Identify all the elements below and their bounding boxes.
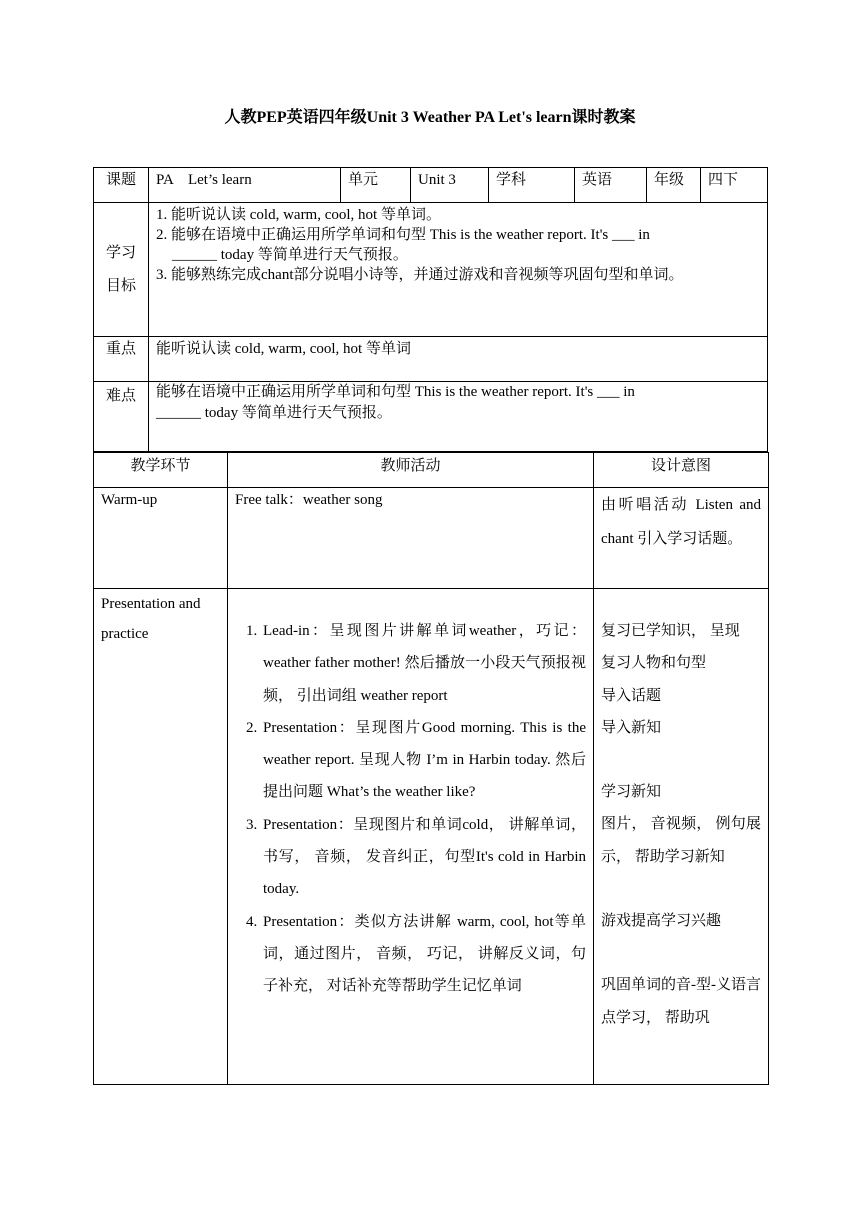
difficulty-content: [149, 382, 768, 452]
goal-item-2-line1: 2. 能够在语境中正确运用所学单词和句型 This is the weather report. It's ___ in: [156, 227, 650, 243]
activity-item: 1. Lead-in：呈现图片讲解单词weather，巧记：weather father mother! 然后播放一小段天气预报视频， 引出词组 weather report: [261, 615, 586, 712]
activity-item: 4. Presentation：类似方法讲解 warm, cool, hot等单词，通过图片， 音频， 巧记， 讲解反义词，句子补充， 对话补充等帮助学生记忆单词: [261, 906, 586, 1003]
goals-content: [149, 203, 768, 337]
spacer: [601, 873, 761, 905]
topic-label: 课题: [94, 168, 149, 203]
presentation-activities: [228, 589, 594, 1085]
presentation-intents: [594, 589, 769, 1085]
spacer: [601, 937, 761, 969]
activity-item: 3. Presentation：呈现图片和单词cold， 讲解单词， 书写， 音频， 发音纠正，句型It's cold in Harbin today.: [261, 809, 586, 906]
difficulty-label: 难点: [94, 382, 149, 452]
topic-value: PA Let’s learn: [149, 168, 341, 203]
intent-line: 导入话题: [601, 687, 662, 704]
process-header-row: [94, 453, 769, 488]
goals-label-line2: 目标: [105, 277, 136, 294]
goals-label: [94, 203, 149, 337]
intent-line: 导入新知: [601, 719, 662, 736]
key-point-row: [94, 337, 768, 382]
intent-line: 巩固单词的音-型-义语言点学习， 帮助巩: [601, 977, 761, 1026]
grade-value: 四下: [701, 168, 768, 203]
header-activity: 教师活动: [228, 453, 594, 488]
process-table: [93, 452, 769, 1085]
info-row: [94, 168, 768, 203]
grade-label: 年级: [647, 168, 701, 203]
info-table: [93, 167, 768, 452]
intent-line: 游戏提高学习兴趣: [601, 913, 722, 930]
subject-label: 学科: [489, 168, 575, 203]
goals-row: [94, 203, 768, 337]
difficulty-line1: 能够在语境中正确运用所学单词和句型 This is the weather report. It's ___ in: [156, 384, 635, 400]
intent-line: 学习新知: [601, 784, 662, 801]
goal-item-1: 1. 能听说认读 cold, warm, cool, hot 等单词。: [156, 207, 441, 223]
header-stage: 教学环节: [94, 453, 228, 488]
unit-value: Unit 3: [411, 168, 489, 203]
intent-line: 图片， 音视频， 例句展示， 帮助学习新知: [601, 816, 761, 865]
activity-item: 2. Presentation：呈现图片Good morning. This is the weather report. 呈现人物 I’m in Harbin today. 然后提出问题 What’s the weather like?: [261, 712, 586, 809]
warmup-row: [94, 488, 769, 589]
key-point-label: 重点: [94, 337, 149, 382]
difficulty-line2: ______ today 等简单进行天气预报。: [156, 405, 392, 421]
unit-label: 单元: [341, 168, 411, 203]
difficulty-row: [94, 382, 768, 452]
header-intent: 设计意图: [594, 453, 769, 488]
presentation-stage: Presentation and practice: [94, 589, 228, 1085]
key-point-value: 能听说认读 cold, warm, cool, hot 等单词: [149, 337, 768, 382]
activity-list: [235, 615, 586, 1003]
page-title: 人教PEP英语四年级Unit 3 Weather PA Let's learn课时教案: [224, 109, 636, 126]
intent-line: 复习已学知识， 呈现: [601, 623, 740, 639]
goal-item-3: 3. 能够熟练完成chant部分说唱小诗等，并通过游戏和音视频等巩固句型和单词。: [156, 267, 684, 283]
goals-label-line1: 学习: [105, 244, 136, 261]
intent-line: 复习人物和句型: [601, 655, 707, 672]
warmup-activity: Free talk：weather song: [228, 488, 594, 589]
goal-item-2-line2: ______ today 等简单进行天气预报。: [172, 247, 408, 263]
presentation-row: [94, 589, 769, 1085]
spacer: [601, 744, 761, 776]
warmup-intent: 由听唱活动 Listen and chant 引入学习话题。: [594, 488, 769, 589]
subject-value: 英语: [575, 168, 647, 203]
warmup-stage: Warm-up: [94, 488, 228, 589]
